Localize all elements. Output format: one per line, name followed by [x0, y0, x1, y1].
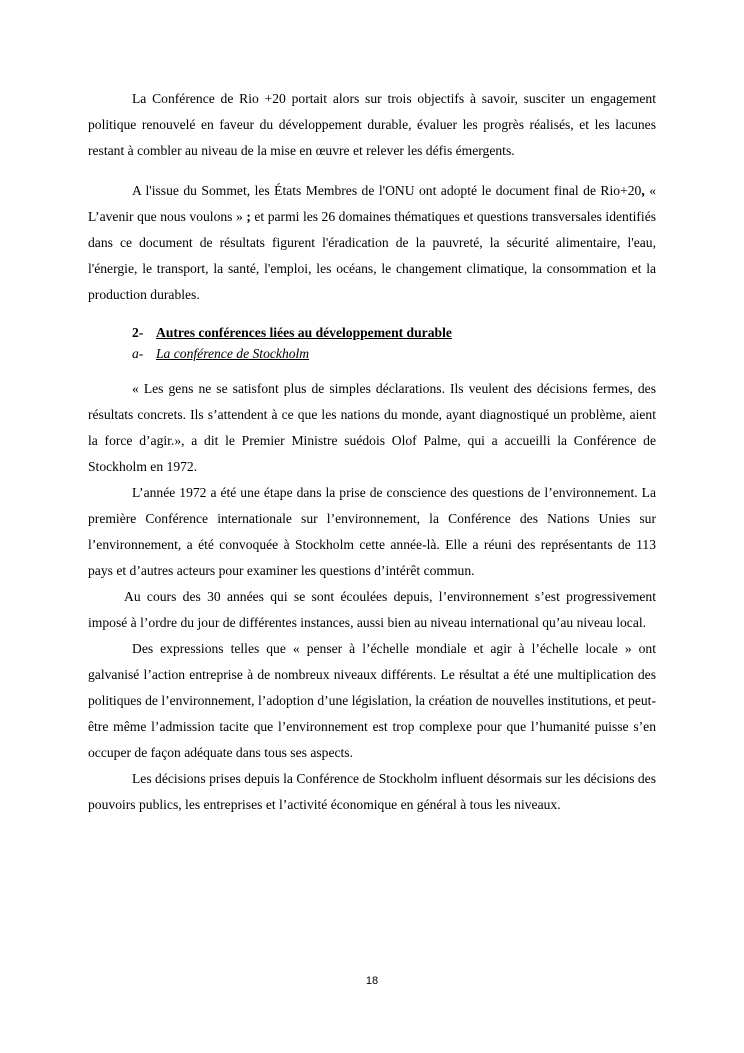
paragraph-rio-outcome-comma: ,: [641, 183, 645, 198]
paragraph-rio-outcome-quote: « L’avenir que nous voulons »: [88, 183, 656, 224]
section-headings: [88, 322, 656, 364]
paragraph-palme-quote: « Les gens ne se satisfont plus de simples déclarations. Ils veulent des décisions fermes, des résultats concrets. Ils s’attendent à ce que les nations du monde, ayant diagnostiqué un problème, aient la force d’agir.», a dit le Premier Ministre suédois Olof Palme, qui a accueilli la Conférence de Stockholm en 1972.: [88, 381, 656, 474]
page-number: 18: [365, 975, 379, 987]
paragraph-rio-outcome-semicolon: ;: [242, 209, 251, 224]
subsection-heading-stockholm: [88, 343, 656, 364]
paragraph-1972-conference: L’année 1972 a été une étape dans la prise de conscience des questions de l’environnement. La première Conférence internationale sur l’environnement, la Conférence des Nations Unies sur l’environnement, a été convoquée à Stockholm cette année-là. Elle a réuni des représentants de 113 pays et d’autres acteurs pour examiner les questions d’intérêt commun.: [88, 485, 656, 578]
paragraph-expressions: Des expressions telles que « penser à l’échelle mondiale et agir à l’échelle locale » ont galvanisé l’action entreprise à de nombreux niveaux différents. Le résultat a été une multiplication des politiques de l’environnement, l’adoption d’une législation, la création de nouvelles institutions, et peut-être même l’admission tacite que l’environnement est trop complexe pour que l’humanité puisse s’en occuper de façon adéquate dans tous ses aspects.: [88, 641, 656, 760]
paragraph-decisions: Les décisions prises depuis la Conférence de Stockholm influent désormais sur les décisions des pouvoirs publics, les entreprises et l’activité économique en général à tous les niveaux.: [88, 771, 656, 812]
subsection-heading-number: a-: [132, 346, 144, 361]
paragraph-rio-outcome: [88, 178, 656, 308]
paragraph-thirty-years: Au cours des 30 années qui se sont écoulées depuis, l’environnement s’est progressivement imposé à l’ordre du jour de différentes instances, aussi bien au niveau international qu’au niveau local.: [88, 589, 656, 630]
paragraph-rio-outcome-part-1: A l'issue du Sommet, les États Membres de l'ONU ont adopté le document final de Rio+20: [132, 183, 642, 198]
paragraph-rio-objectives: La Conférence de Rio +20 portait alors sur trois objectifs à savoir, susciter un engagement politique renouvelé en faveur du développement durable, évaluer les progrès réalisés, et les lacunes restant à combler au niveau de la mise en œuvre et relever les défis émergents.: [88, 91, 656, 158]
paragraph-rio-outcome-part-2: et parmi les 26 domaines thématiques et questions transversales identifiés dans ce document de résultats figurent l'éradication de la pauvreté, la sécurité alimentaire, l'eau, l'énergie, le transport, la santé, l'emploi, les océans, le changement climatique, la consommation et la production durables.: [88, 209, 657, 302]
section-heading-number: 2-: [132, 325, 144, 340]
subsection-heading-text: La conférence de Stockholm: [156, 346, 310, 361]
section-heading-other-conferences: [88, 322, 656, 343]
section-heading-text: Autres conférences liées au développement durable: [156, 325, 452, 340]
document-body: [88, 86, 656, 818]
